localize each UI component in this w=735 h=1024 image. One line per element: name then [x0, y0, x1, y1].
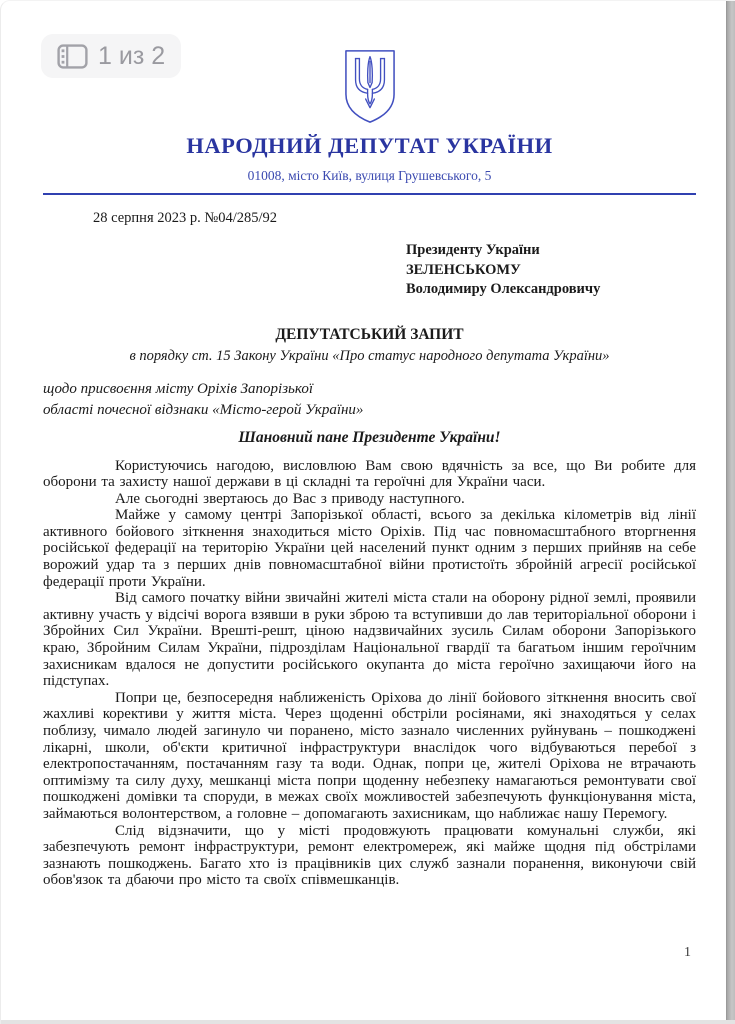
ukraine-trident-emblem: [341, 48, 399, 125]
letter-paragraph: Попри це, безпосередня наближеність Оріхова до лінії бойового зіткнення вносить свої жахливі корективи у життя міста. Через щоденні обстріли росіянами, які знаходяться у селах поблизу, чимало людей загинуло чи поранено, місто зазнало численних руйнувань – пошкоджені лікарні, школи, об'єкти критичної інфраструктури внаслідок чого відбуваються перебої з електропостачанням, постачанням газу та води. Однак, попри це, жителі Оріхова не втрачають оптимізму та силу духу, мешканці міста попри щоденну небезпеку намагаються ремонтувати свої пошкоджені домівки та споруди, в межах своїх можливостей забезпечують функціонування міста, займаються волонтерством, а головне – допомагають захисникам, що наближає нашу Перемогу.: [43, 689, 696, 822]
letter-page: [1, 48, 735, 889]
page-indicator-label: 1 из 2: [98, 41, 166, 70]
letter-paragraph: Але сьогодні звертаюсь до Вас з приводу наступного.: [115, 490, 465, 507]
viewer-right-edge[interactable]: [726, 1, 735, 1024]
addressee-block: [406, 241, 696, 300]
document-title: ДЕПУТАТСЬКИЙ ЗАПИТ: [275, 325, 464, 343]
salutation: Шановний пане Президенте України!: [238, 428, 501, 446]
addressee-line: Володимиру Олександровичу: [406, 281, 601, 297]
letter-paragraph: Майже у самому центрі Запорізької області, всього за декілька кілометрів від лінії активного бойового зіткнення знаходиться місто Оріхів. Під час повномасштабного вторгнення російської федерації на територію України цей населений пункт одним з перших прийняв на себе ворожий удар та з перших днів повномасштабної війни протистоїть збройній агресії російської федерації проти України.: [43, 507, 696, 590]
subject-block: [43, 379, 696, 421]
date-and-reference: 28 серпня 2023 р. №04/285/92: [93, 210, 278, 226]
letterhead-divider: [43, 193, 696, 195]
letter-paragraph: Від самого початку війни звичайні жителі міста стали на оборону рідної землі, проявили активну участь у відсічі ворога взявши в руки зброю та вступивши до лав територіальної оборони і Збройних Сил України. Врешті-решт, ціною надзвичайних зусиль Силам оборони Запорізького краю, Збройним Силам України, підрозділам Національної гвардії та багатьом іншим героїчним захисникам вдалося не допустити російського окупанта до міста героїчно захищаючи його на підступах.: [43, 590, 696, 690]
addressee-line: ЗЕЛЕНСЬКОМУ: [406, 261, 521, 278]
addressee-line: Президенту України: [406, 242, 540, 258]
page-number: 1: [684, 945, 691, 960]
subject-line: щодо присвоєння місту Оріхів Запорізької: [43, 380, 313, 397]
letter-paragraph: Користуючись нагодою, висловлюю Вам свою вдячність за все, що Ви робите для оборони та захисту нашої держави в ці складні та героїчні для України часи.: [43, 457, 696, 491]
letterhead-title: НАРОДНИЙ ДЕПУТАТ УКРАЇНИ: [186, 133, 553, 158]
letterhead-address: 01008, місто Київ, вулиця Грушевського, 5: [247, 168, 492, 183]
document-subtitle: в порядку ст. 15 Закону України «Про статус народного депутата України»: [129, 347, 610, 364]
letter-body: [43, 458, 696, 889]
letter-paragraph: Слід відзначити, що у місті продовжують працювати комунальні служби, які забезпечують ремонт інфраструктури, ремонт електромереж, які майже щодня під обстрілами зазнають пошкоджень. Багато хто із працівників цих служб зазнали поранення, виконуючи свій обов'язок та дбаючи про місто та своїх співмешканців.: [43, 822, 696, 889]
subject-line: області почесної відзнаки «Місто-герой України»: [43, 401, 364, 418]
viewer-bottom-edge: [1, 1020, 735, 1024]
